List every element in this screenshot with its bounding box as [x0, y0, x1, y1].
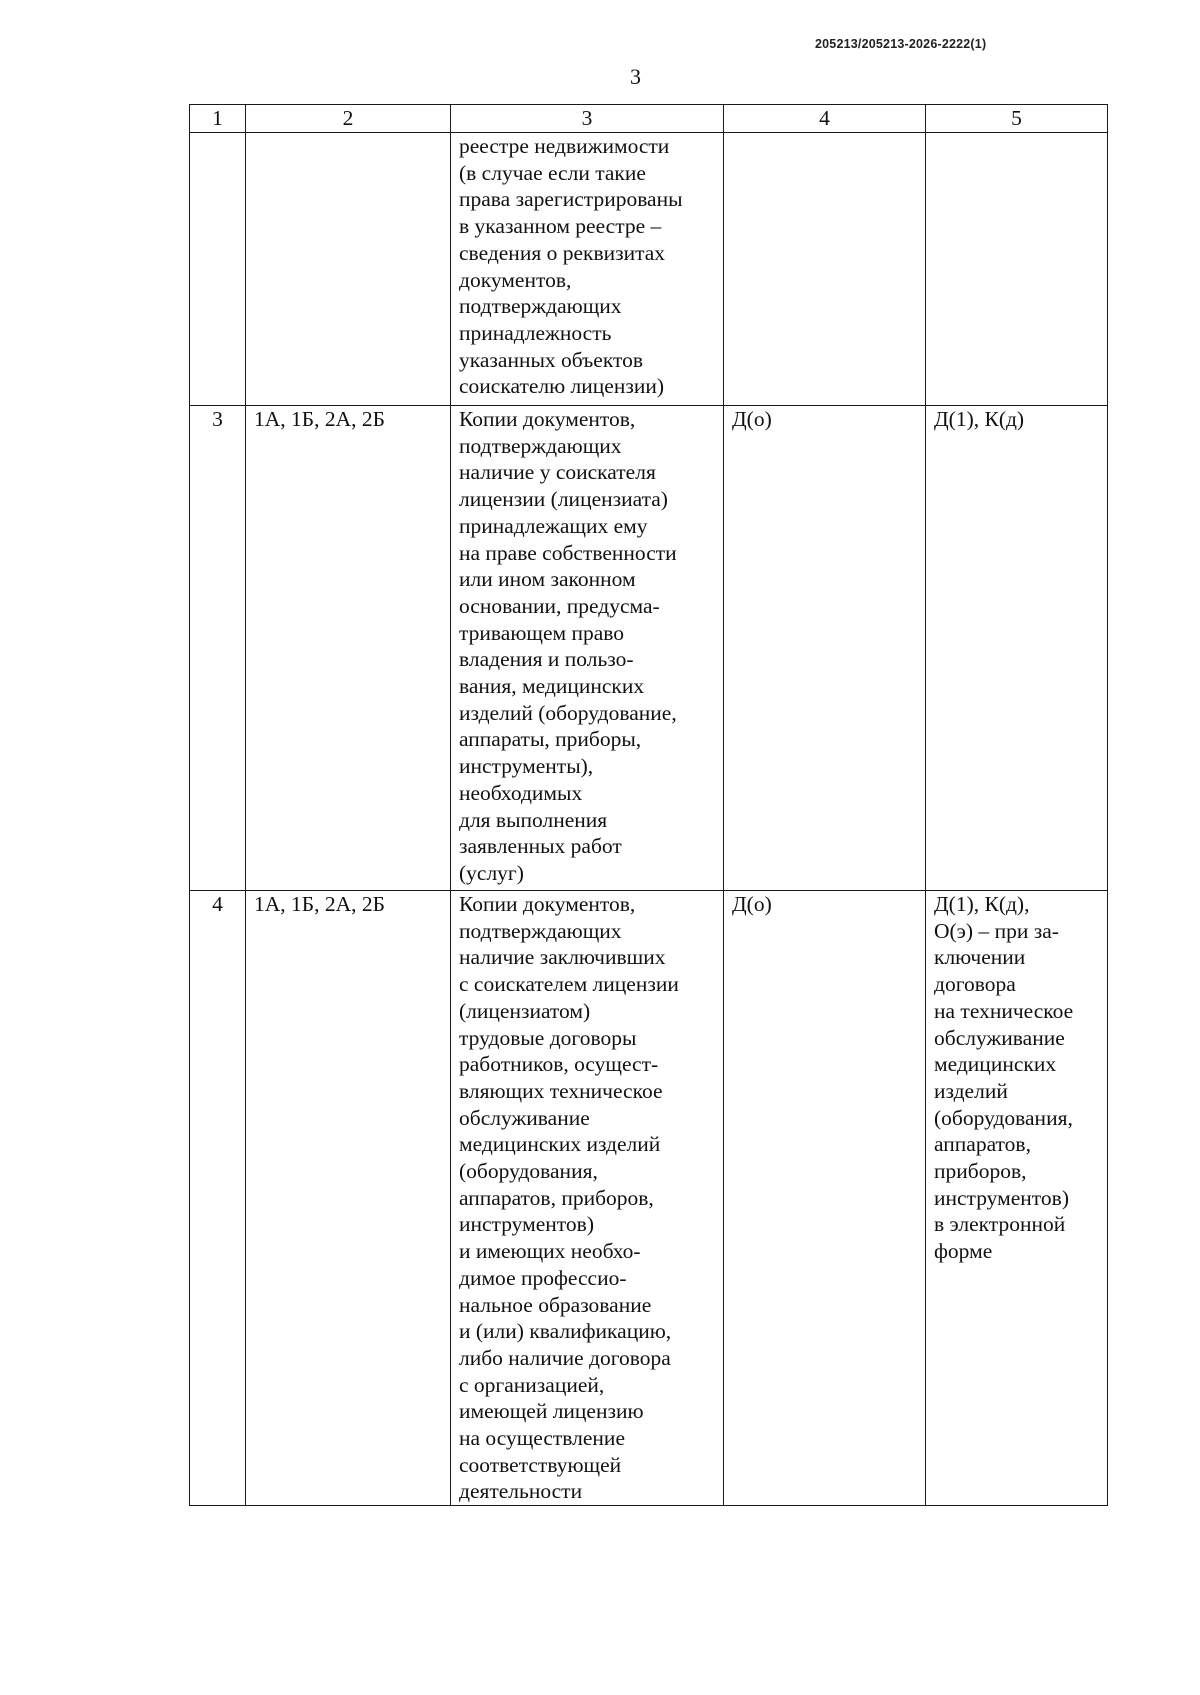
table-row — [190, 891, 1108, 1506]
row-number: 4 — [190, 891, 246, 1506]
page-number: 3 — [630, 64, 641, 89]
column-header: 1 — [190, 105, 246, 133]
row-form — [926, 133, 1108, 406]
table-row — [190, 406, 1108, 891]
column-header: 2 — [246, 105, 451, 133]
row-form: Д(1), К(д), О(э) – при за- ключении договора на техническое обслуживание медицинских изделий (оборудования, аппаратов, приборов, инструментов) в электронной форме — [926, 891, 1108, 1506]
column-header: 4 — [724, 105, 926, 133]
column-header: 3 — [451, 105, 724, 133]
row-description: реестре недвижимости (в случае если такие права зарегистрированы в указанном реестре – сведения о реквизитах документов, подтверждающих принадлежность указанных объектов соискателю лицензии) — [451, 133, 724, 406]
table-header-row — [190, 105, 1108, 133]
row-method: Д(о) — [724, 406, 926, 891]
row-codes: 1А, 1Б, 2А, 2Б — [246, 406, 451, 891]
row-description: Копии документов, подтверждающих наличие у соискателя лицензии (лицензиата) принадлежащих ему на праве собственности или ином законном основании, предусма- тривающем право владения и пользо- вания, медицинских изделий (оборудование, аппараты, приборы, инструменты), необходимых для выполнения заявленных работ (услуг) — [451, 406, 724, 891]
table-row — [190, 133, 1108, 406]
row-number — [190, 133, 246, 406]
row-form: Д(1), К(д) — [926, 406, 1108, 891]
row-method: Д(о) — [724, 891, 926, 1506]
row-description: Копии документов, подтверждающих наличие заключивших с соискателем лицензии (лицензиатом) трудовые договоры работников, осущест- вляющих техническое обслуживание медицинских изделий (оборудования, аппаратов, приборов, инструментов) и имеющих необхо- димое профессио- нальное образование и (или) квалификацию, либо наличие договора с организацией, имеющей лицензию на осуществление соответствующей деятельности — [451, 891, 724, 1506]
row-number: 3 — [190, 406, 246, 891]
requirements-table — [189, 104, 1108, 1506]
row-codes — [246, 133, 451, 406]
document-id: 205213/205213-2026-2222(1) — [815, 37, 987, 51]
column-header: 5 — [926, 105, 1108, 133]
row-method — [724, 133, 926, 406]
row-codes: 1А, 1Б, 2А, 2Б — [246, 891, 451, 1506]
